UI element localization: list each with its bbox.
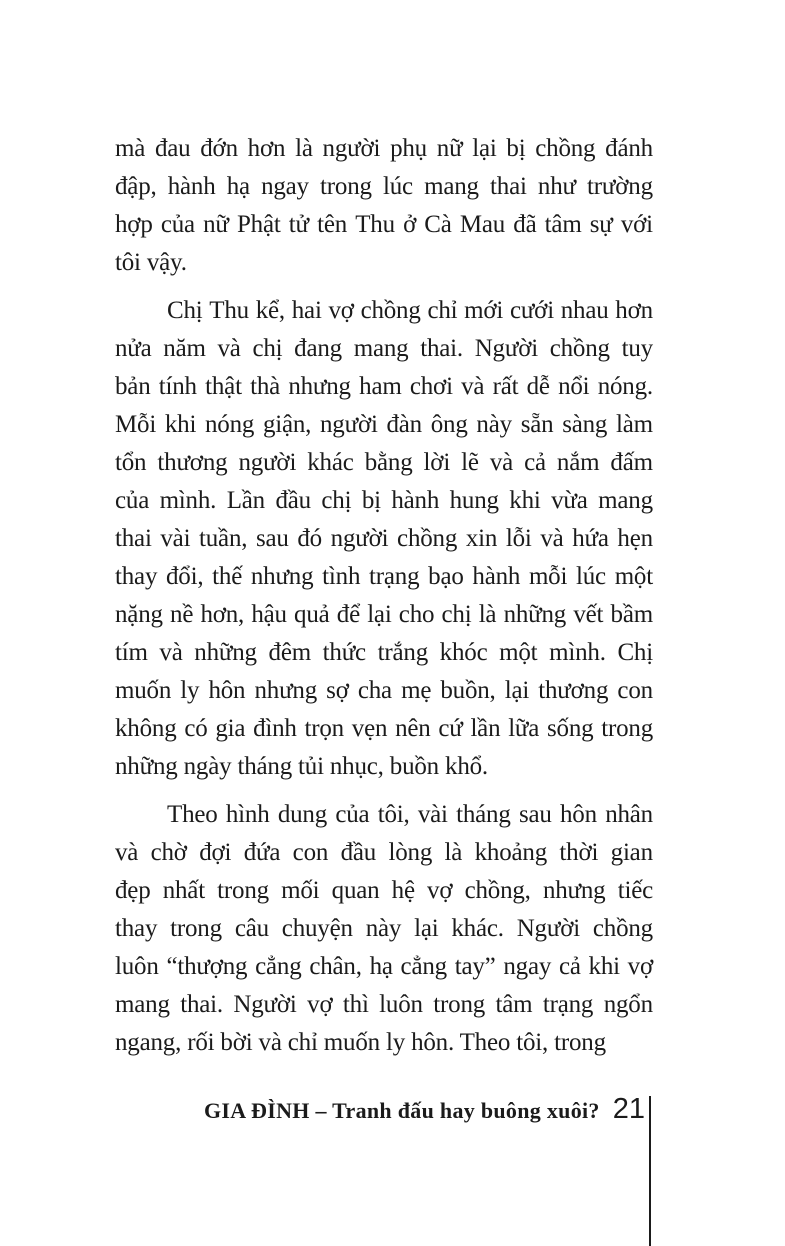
text-line: Mỗi khi nóng giận, người đàn ông này sẵn sàng làm	[115, 411, 653, 438]
text-line: hợp của nữ Phật tử tên Thu ở Cà Mau đã tâm sự với	[115, 211, 653, 238]
text-line: thai vài tuần, sau đó người chồng xin lỗi và hứa hẹn	[115, 525, 653, 552]
paragraph	[115, 130, 653, 282]
footer-vertical-rule	[649, 1096, 651, 1246]
paragraph	[115, 292, 653, 786]
text-line: tím và những đêm thức trắng khóc một mình. Chị	[115, 639, 653, 666]
text-line: tổn thương người khác bằng lời lẽ và cả nắm đấm	[115, 449, 653, 476]
page-body-text	[115, 130, 653, 1072]
text-line: mang thai. Người vợ thì luôn trong tâm trạng ngổn	[115, 991, 653, 1018]
text-line: đập, hành hạ ngay trong lúc mang thai như trường	[115, 173, 653, 200]
text-line: mà đau đớn hơn là người phụ nữ lại bị chồng đánh	[115, 135, 653, 162]
text-line: nửa năm và chị đang mang thai. Người chồng tuy	[115, 335, 653, 362]
text-line: Chị Thu kể, hai vợ chồng chỉ mới cưới nhau hơn	[167, 297, 653, 324]
text-line: đẹp nhất trong mối quan hệ vợ chồng, nhưng tiếc	[115, 877, 653, 904]
text-line: những ngày tháng tủi nhục, buồn khổ.	[115, 753, 488, 780]
text-line: bản tính thật thà nhưng ham chơi và rất dễ nổi nóng.	[115, 373, 653, 400]
text-line: ngang, rối bời và chỉ muốn ly hôn. Theo tôi, trong	[115, 1029, 606, 1056]
text-line: thay trong câu chuyện này lại khác. Người chồng	[115, 915, 653, 942]
paragraph	[115, 796, 653, 1062]
text-line: thay đổi, thế nhưng tình trạng bạo hành mỗi lúc một	[115, 563, 653, 590]
text-line: muốn ly hôn nhưng sợ cha mẹ buồn, lại thương con	[115, 677, 653, 704]
text-line: không có gia đình trọn vẹn nên cứ lần lữa sống trong	[115, 715, 653, 742]
running-title: GIA ĐÌNH – Tranh đấu hay buông xuôi?	[203, 1098, 600, 1123]
text-line: nặng nề hơn, hậu quả để lại cho chị là những vết bầm	[115, 601, 653, 628]
text-line: và chờ đợi đứa con đầu lòng là khoảng thời gian	[115, 839, 653, 866]
text-line: Theo hình dung của tôi, vài tháng sau hôn nhân	[167, 801, 653, 828]
text-line: của mình. Lần đầu chị bị hành hung khi vừa mang	[115, 487, 653, 514]
text-line: luôn “thượng cẳng chân, hạ cẳng tay” ngay cả khi vợ	[115, 953, 653, 980]
page-number: 21	[612, 1093, 645, 1125]
running-footer	[115, 1093, 645, 1126]
text-line: tôi vậy.	[115, 249, 187, 276]
